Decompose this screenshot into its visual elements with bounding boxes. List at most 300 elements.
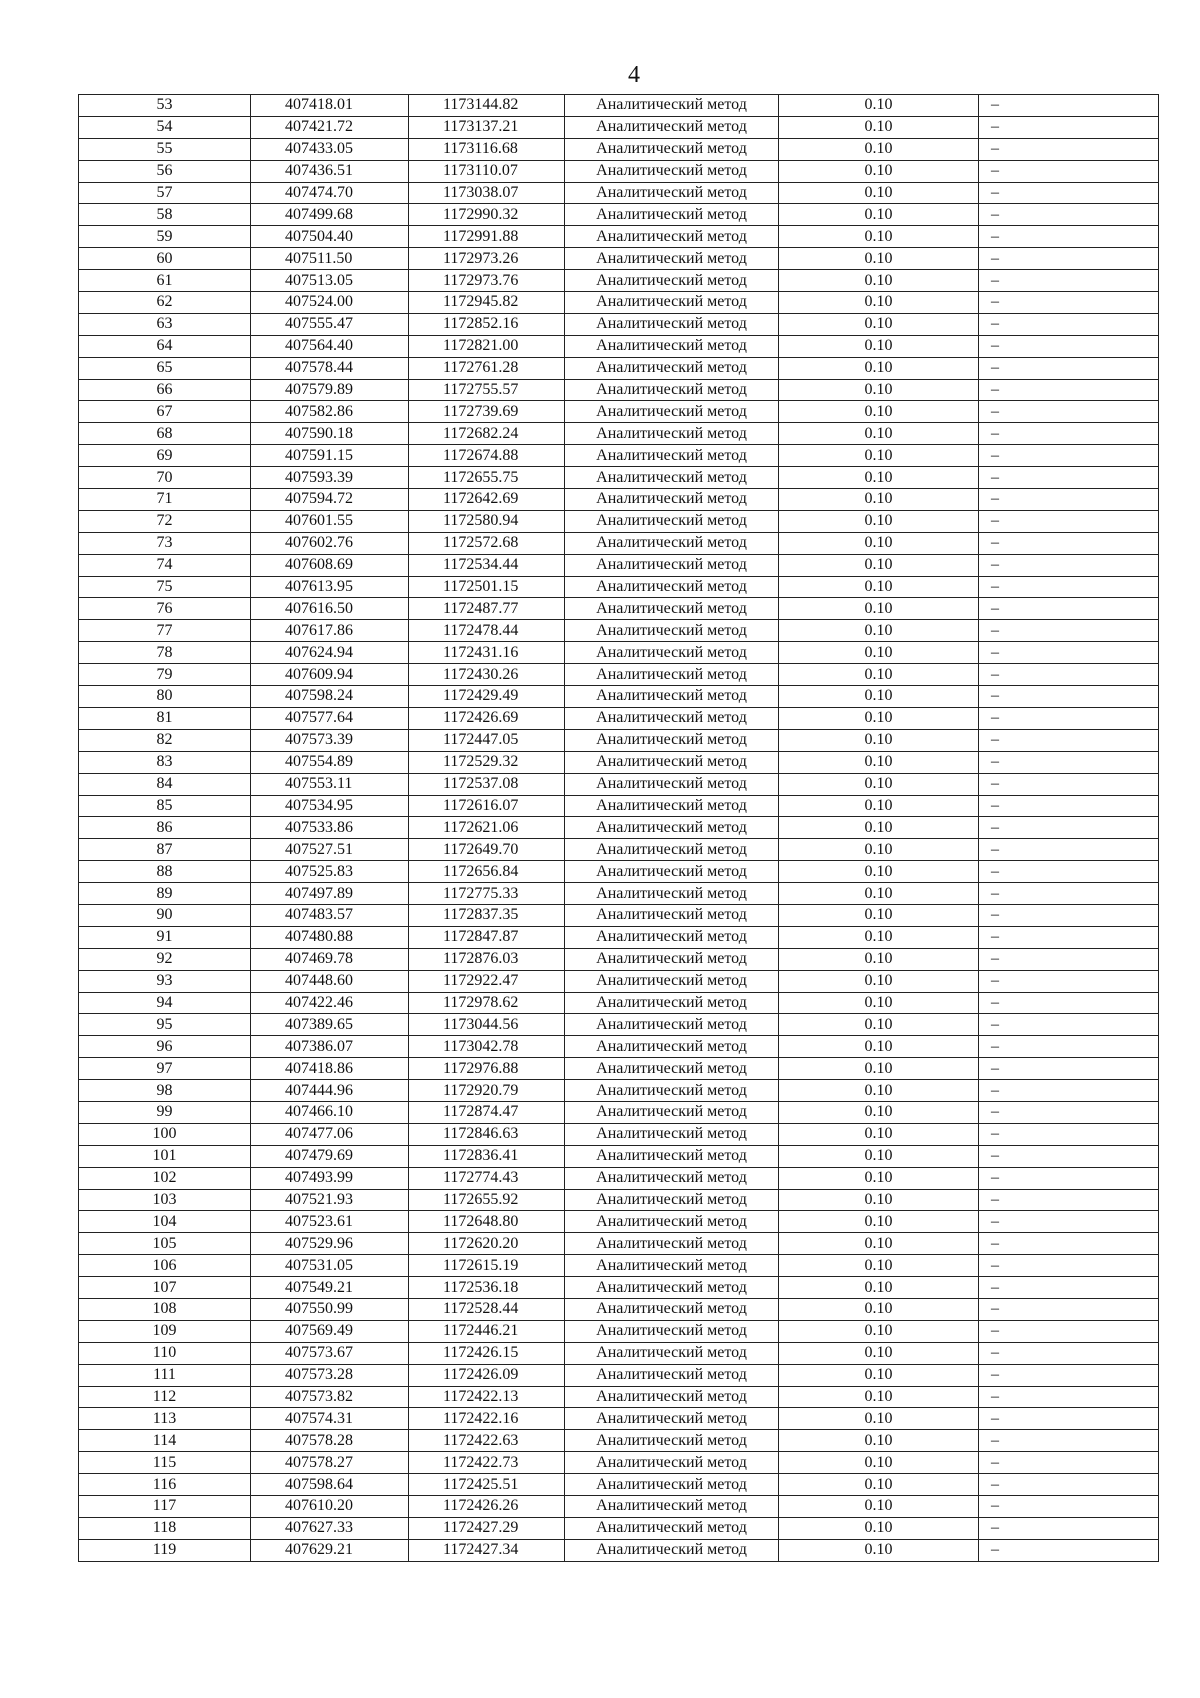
accuracy-value-cell: 0.10	[779, 1277, 979, 1299]
note-cell: –	[979, 489, 1159, 511]
x-coordinate-cell: 407527.51	[251, 839, 409, 861]
point-number-cell: 56	[79, 160, 251, 182]
point-number-cell: 94	[79, 992, 251, 1014]
method-cell: Аналитический метод	[565, 1320, 779, 1342]
y-coordinate-cell: 1172430.26	[409, 664, 565, 686]
accuracy-value-cell: 0.10	[779, 620, 979, 642]
note-cell: –	[979, 1277, 1159, 1299]
accuracy-value-cell: 0.10	[779, 467, 979, 489]
method-cell: Аналитический метод	[565, 270, 779, 292]
note-cell: –	[979, 1189, 1159, 1211]
method-cell: Аналитический метод	[565, 489, 779, 511]
x-coordinate-cell: 407616.50	[251, 598, 409, 620]
method-cell: Аналитический метод	[565, 532, 779, 554]
note-cell: –	[979, 861, 1159, 883]
accuracy-value-cell: 0.10	[779, 1342, 979, 1364]
accuracy-value-cell: 0.10	[779, 1036, 979, 1058]
x-coordinate-cell: 407525.83	[251, 861, 409, 883]
table-row	[79, 642, 1159, 664]
table-row	[79, 138, 1159, 160]
note-cell: –	[979, 95, 1159, 117]
table-row	[79, 1233, 1159, 1255]
y-coordinate-cell: 1173116.68	[409, 138, 565, 160]
y-coordinate-cell: 1172616.07	[409, 795, 565, 817]
table-row	[79, 1277, 1159, 1299]
table-row	[79, 773, 1159, 795]
table-row	[79, 248, 1159, 270]
table-row	[79, 729, 1159, 751]
table-row	[79, 1211, 1159, 1233]
note-cell: –	[979, 904, 1159, 926]
point-number-cell: 115	[79, 1452, 251, 1474]
point-number-cell: 58	[79, 204, 251, 226]
point-number-cell: 107	[79, 1277, 251, 1299]
point-number-cell: 95	[79, 1014, 251, 1036]
x-coordinate-cell: 407598.64	[251, 1474, 409, 1496]
table-row	[79, 598, 1159, 620]
x-coordinate-cell: 407480.88	[251, 926, 409, 948]
method-cell: Аналитический метод	[565, 883, 779, 905]
y-coordinate-cell: 1172501.15	[409, 576, 565, 598]
table-row	[79, 948, 1159, 970]
method-cell: Аналитический метод	[565, 554, 779, 576]
point-number-cell: 100	[79, 1123, 251, 1145]
note-cell: –	[979, 1408, 1159, 1430]
note-cell: –	[979, 1101, 1159, 1123]
table-row	[79, 182, 1159, 204]
x-coordinate-cell: 407531.05	[251, 1255, 409, 1277]
y-coordinate-cell: 1172642.69	[409, 489, 565, 511]
accuracy-value-cell: 0.10	[779, 1298, 979, 1320]
point-number-cell: 113	[79, 1408, 251, 1430]
accuracy-value-cell: 0.10	[779, 1080, 979, 1102]
point-number-cell: 116	[79, 1474, 251, 1496]
method-cell: Аналитический метод	[565, 707, 779, 729]
note-cell: –	[979, 1058, 1159, 1080]
point-number-cell: 91	[79, 926, 251, 948]
accuracy-value-cell: 0.10	[779, 445, 979, 467]
point-number-cell: 75	[79, 576, 251, 598]
accuracy-value-cell: 0.10	[779, 970, 979, 992]
method-cell: Аналитический метод	[565, 1211, 779, 1233]
note-cell: –	[979, 248, 1159, 270]
x-coordinate-cell: 407433.05	[251, 138, 409, 160]
method-cell: Аналитический метод	[565, 686, 779, 708]
note-cell: –	[979, 1036, 1159, 1058]
note-cell: –	[979, 1145, 1159, 1167]
point-number-cell: 67	[79, 401, 251, 423]
table-row	[79, 817, 1159, 839]
coordinates-table	[78, 94, 1159, 1562]
y-coordinate-cell: 1172426.09	[409, 1364, 565, 1386]
method-cell: Аналитический метод	[565, 576, 779, 598]
method-cell: Аналитический метод	[565, 467, 779, 489]
y-coordinate-cell: 1172621.06	[409, 817, 565, 839]
method-cell: Аналитический метод	[565, 401, 779, 423]
x-coordinate-cell: 407629.21	[251, 1539, 409, 1561]
note-cell: –	[979, 1452, 1159, 1474]
x-coordinate-cell: 407524.00	[251, 292, 409, 314]
method-cell: Аналитический метод	[565, 1496, 779, 1518]
accuracy-value-cell: 0.10	[779, 1386, 979, 1408]
y-coordinate-cell: 1172847.87	[409, 926, 565, 948]
x-coordinate-cell: 407602.76	[251, 532, 409, 554]
accuracy-value-cell: 0.10	[779, 1408, 979, 1430]
point-number-cell: 96	[79, 1036, 251, 1058]
note-cell: –	[979, 292, 1159, 314]
method-cell: Аналитический метод	[565, 248, 779, 270]
y-coordinate-cell: 1172922.47	[409, 970, 565, 992]
table-row	[79, 270, 1159, 292]
method-cell: Аналитический метод	[565, 1255, 779, 1277]
point-number-cell: 70	[79, 467, 251, 489]
note-cell: –	[979, 839, 1159, 861]
point-number-cell: 86	[79, 817, 251, 839]
note-cell: –	[979, 1386, 1159, 1408]
x-coordinate-cell: 407593.39	[251, 467, 409, 489]
method-cell: Аналитический метод	[565, 839, 779, 861]
point-number-cell: 85	[79, 795, 251, 817]
note-cell: –	[979, 926, 1159, 948]
table-row	[79, 1452, 1159, 1474]
method-cell: Аналитический метод	[565, 795, 779, 817]
method-cell: Аналитический метод	[565, 1101, 779, 1123]
note-cell: –	[979, 1014, 1159, 1036]
method-cell: Аналитический метод	[565, 445, 779, 467]
accuracy-value-cell: 0.10	[779, 554, 979, 576]
point-number-cell: 106	[79, 1255, 251, 1277]
x-coordinate-cell: 407578.27	[251, 1452, 409, 1474]
table-row	[79, 554, 1159, 576]
x-coordinate-cell: 407598.24	[251, 686, 409, 708]
point-number-cell: 93	[79, 970, 251, 992]
y-coordinate-cell: 1173110.07	[409, 160, 565, 182]
point-number-cell: 64	[79, 335, 251, 357]
x-coordinate-cell: 407573.82	[251, 1386, 409, 1408]
note-cell: –	[979, 1255, 1159, 1277]
method-cell: Аналитический метод	[565, 1080, 779, 1102]
y-coordinate-cell: 1172755.57	[409, 379, 565, 401]
x-coordinate-cell: 407627.33	[251, 1517, 409, 1539]
note-cell: –	[979, 883, 1159, 905]
table-row	[79, 1123, 1159, 1145]
y-coordinate-cell: 1172528.44	[409, 1298, 565, 1320]
method-cell: Аналитический метод	[565, 1167, 779, 1189]
table-row	[79, 904, 1159, 926]
point-number-cell: 54	[79, 116, 251, 138]
table-row	[79, 357, 1159, 379]
accuracy-value-cell: 0.10	[779, 204, 979, 226]
accuracy-value-cell: 0.10	[779, 795, 979, 817]
point-number-cell: 63	[79, 313, 251, 335]
accuracy-value-cell: 0.10	[779, 1101, 979, 1123]
method-cell: Аналитический метод	[565, 1364, 779, 1386]
x-coordinate-cell: 407578.28	[251, 1430, 409, 1452]
x-coordinate-cell: 407579.89	[251, 379, 409, 401]
note-cell: –	[979, 817, 1159, 839]
table-row	[79, 839, 1159, 861]
method-cell: Аналитический метод	[565, 95, 779, 117]
method-cell: Аналитический метод	[565, 1452, 779, 1474]
point-number-cell: 77	[79, 620, 251, 642]
method-cell: Аналитический метод	[565, 423, 779, 445]
method-cell: Аналитический метод	[565, 1189, 779, 1211]
table-row	[79, 1255, 1159, 1277]
accuracy-value-cell: 0.10	[779, 292, 979, 314]
method-cell: Аналитический метод	[565, 751, 779, 773]
table-row	[79, 204, 1159, 226]
note-cell: –	[979, 576, 1159, 598]
x-coordinate-cell: 407577.64	[251, 707, 409, 729]
y-coordinate-cell: 1172446.21	[409, 1320, 565, 1342]
note-cell: –	[979, 138, 1159, 160]
table-row	[79, 620, 1159, 642]
table-row	[79, 1036, 1159, 1058]
method-cell: Аналитический метод	[565, 1036, 779, 1058]
x-coordinate-cell: 407497.89	[251, 883, 409, 905]
accuracy-value-cell: 0.10	[779, 883, 979, 905]
point-number-cell: 117	[79, 1496, 251, 1518]
x-coordinate-cell: 407418.01	[251, 95, 409, 117]
y-coordinate-cell: 1172649.70	[409, 839, 565, 861]
y-coordinate-cell: 1172739.69	[409, 401, 565, 423]
y-coordinate-cell: 1173038.07	[409, 182, 565, 204]
method-cell: Аналитический метод	[565, 817, 779, 839]
method-cell: Аналитический метод	[565, 1145, 779, 1167]
y-coordinate-cell: 1172991.88	[409, 226, 565, 248]
table-row	[79, 116, 1159, 138]
table-row	[79, 160, 1159, 182]
x-coordinate-cell: 407617.86	[251, 620, 409, 642]
method-cell: Аналитический метод	[565, 138, 779, 160]
accuracy-value-cell: 0.10	[779, 1496, 979, 1518]
note-cell: –	[979, 357, 1159, 379]
table-row	[79, 686, 1159, 708]
x-coordinate-cell: 407601.55	[251, 510, 409, 532]
y-coordinate-cell: 1172422.16	[409, 1408, 565, 1430]
method-cell: Аналитический метод	[565, 1430, 779, 1452]
point-number-cell: 61	[79, 270, 251, 292]
method-cell: Аналитический метод	[565, 160, 779, 182]
y-coordinate-cell: 1173144.82	[409, 95, 565, 117]
method-cell: Аналитический метод	[565, 598, 779, 620]
method-cell: Аналитический метод	[565, 620, 779, 642]
x-coordinate-cell: 407504.40	[251, 226, 409, 248]
note-cell: –	[979, 532, 1159, 554]
y-coordinate-cell: 1172973.76	[409, 270, 565, 292]
y-coordinate-cell: 1172422.73	[409, 1452, 565, 1474]
accuracy-value-cell: 0.10	[779, 576, 979, 598]
note-cell: –	[979, 773, 1159, 795]
accuracy-value-cell: 0.10	[779, 116, 979, 138]
method-cell: Аналитический метод	[565, 335, 779, 357]
method-cell: Аналитический метод	[565, 1474, 779, 1496]
table-row	[79, 1496, 1159, 1518]
table-row	[79, 795, 1159, 817]
accuracy-value-cell: 0.10	[779, 751, 979, 773]
accuracy-value-cell: 0.10	[779, 729, 979, 751]
table-row	[79, 401, 1159, 423]
method-cell: Аналитический метод	[565, 664, 779, 686]
accuracy-value-cell: 0.10	[779, 95, 979, 117]
point-number-cell: 89	[79, 883, 251, 905]
x-coordinate-cell: 407594.72	[251, 489, 409, 511]
point-number-cell: 73	[79, 532, 251, 554]
table-row	[79, 970, 1159, 992]
x-coordinate-cell: 407422.46	[251, 992, 409, 1014]
x-coordinate-cell: 407609.94	[251, 664, 409, 686]
accuracy-value-cell: 0.10	[779, 1517, 979, 1539]
note-cell: –	[979, 116, 1159, 138]
table-row	[79, 1189, 1159, 1211]
point-number-cell: 65	[79, 357, 251, 379]
table-row	[79, 489, 1159, 511]
note-cell: –	[979, 664, 1159, 686]
table-row	[79, 1058, 1159, 1080]
y-coordinate-cell: 1172655.92	[409, 1189, 565, 1211]
y-coordinate-cell: 1173042.78	[409, 1036, 565, 1058]
note-cell: –	[979, 642, 1159, 664]
y-coordinate-cell: 1172656.84	[409, 861, 565, 883]
note-cell: –	[979, 1342, 1159, 1364]
x-coordinate-cell: 407523.61	[251, 1211, 409, 1233]
table-row	[79, 335, 1159, 357]
method-cell: Аналитический метод	[565, 1298, 779, 1320]
point-number-cell: 69	[79, 445, 251, 467]
x-coordinate-cell: 407573.39	[251, 729, 409, 751]
table-row	[79, 1474, 1159, 1496]
accuracy-value-cell: 0.10	[779, 510, 979, 532]
method-cell: Аналитический метод	[565, 510, 779, 532]
point-number-cell: 92	[79, 948, 251, 970]
page-number: 4	[628, 62, 640, 88]
accuracy-value-cell: 0.10	[779, 839, 979, 861]
point-number-cell: 98	[79, 1080, 251, 1102]
method-cell: Аналитический метод	[565, 116, 779, 138]
method-cell: Аналитический метод	[565, 1233, 779, 1255]
note-cell: –	[979, 970, 1159, 992]
note-cell: –	[979, 620, 1159, 642]
y-coordinate-cell: 1172655.75	[409, 467, 565, 489]
note-cell: –	[979, 445, 1159, 467]
note-cell: –	[979, 751, 1159, 773]
point-number-cell: 103	[79, 1189, 251, 1211]
accuracy-value-cell: 0.10	[779, 160, 979, 182]
method-cell: Аналитический метод	[565, 1014, 779, 1036]
x-coordinate-cell: 407513.05	[251, 270, 409, 292]
point-number-cell: 57	[79, 182, 251, 204]
table-row	[79, 1430, 1159, 1452]
point-number-cell: 55	[79, 138, 251, 160]
note-cell: –	[979, 1320, 1159, 1342]
accuracy-value-cell: 0.10	[779, 423, 979, 445]
method-cell: Аналитический метод	[565, 182, 779, 204]
y-coordinate-cell: 1172648.80	[409, 1211, 565, 1233]
method-cell: Аналитический метод	[565, 1123, 779, 1145]
x-coordinate-cell: 407466.10	[251, 1101, 409, 1123]
x-coordinate-cell: 407444.96	[251, 1080, 409, 1102]
y-coordinate-cell: 1172426.15	[409, 1342, 565, 1364]
accuracy-value-cell: 0.10	[779, 1189, 979, 1211]
accuracy-value-cell: 0.10	[779, 817, 979, 839]
x-coordinate-cell: 407421.72	[251, 116, 409, 138]
note-cell: –	[979, 1211, 1159, 1233]
method-cell: Аналитический метод	[565, 773, 779, 795]
table-row	[79, 664, 1159, 686]
accuracy-value-cell: 0.10	[779, 401, 979, 423]
accuracy-value-cell: 0.10	[779, 992, 979, 1014]
accuracy-value-cell: 0.10	[779, 642, 979, 664]
note-cell: –	[979, 1298, 1159, 1320]
y-coordinate-cell: 1172580.94	[409, 510, 565, 532]
point-number-cell: 111	[79, 1364, 251, 1386]
x-coordinate-cell: 407573.67	[251, 1342, 409, 1364]
y-coordinate-cell: 1172422.63	[409, 1430, 565, 1452]
table-row	[79, 95, 1159, 117]
method-cell: Аналитический метод	[565, 357, 779, 379]
x-coordinate-cell: 407573.28	[251, 1364, 409, 1386]
table-row	[79, 1517, 1159, 1539]
table-row	[79, 313, 1159, 335]
x-coordinate-cell: 407574.31	[251, 1408, 409, 1430]
point-number-cell: 83	[79, 751, 251, 773]
table-row	[79, 1014, 1159, 1036]
accuracy-value-cell: 0.10	[779, 226, 979, 248]
note-cell: –	[979, 1080, 1159, 1102]
y-coordinate-cell: 1173044.56	[409, 1014, 565, 1036]
table-row	[79, 707, 1159, 729]
table-row	[79, 532, 1159, 554]
note-cell: –	[979, 1474, 1159, 1496]
point-number-cell: 68	[79, 423, 251, 445]
y-coordinate-cell: 1172572.68	[409, 532, 565, 554]
accuracy-value-cell: 0.10	[779, 1430, 979, 1452]
note-cell: –	[979, 1496, 1159, 1518]
x-coordinate-cell: 407553.11	[251, 773, 409, 795]
x-coordinate-cell: 407511.50	[251, 248, 409, 270]
y-coordinate-cell: 1172990.32	[409, 204, 565, 226]
x-coordinate-cell: 407554.89	[251, 751, 409, 773]
note-cell: –	[979, 1364, 1159, 1386]
point-number-cell: 66	[79, 379, 251, 401]
note-cell: –	[979, 182, 1159, 204]
x-coordinate-cell: 407529.96	[251, 1233, 409, 1255]
x-coordinate-cell: 407479.69	[251, 1145, 409, 1167]
method-cell: Аналитический метод	[565, 313, 779, 335]
y-coordinate-cell: 1172874.47	[409, 1101, 565, 1123]
point-number-cell: 81	[79, 707, 251, 729]
accuracy-value-cell: 0.10	[779, 686, 979, 708]
point-number-cell: 84	[79, 773, 251, 795]
point-number-cell: 112	[79, 1386, 251, 1408]
y-coordinate-cell: 1172876.03	[409, 948, 565, 970]
point-number-cell: 119	[79, 1539, 251, 1561]
point-number-cell: 87	[79, 839, 251, 861]
point-number-cell: 72	[79, 510, 251, 532]
table-row	[79, 510, 1159, 532]
x-coordinate-cell: 407533.86	[251, 817, 409, 839]
y-coordinate-cell: 1172945.82	[409, 292, 565, 314]
point-number-cell: 97	[79, 1058, 251, 1080]
table-row	[79, 379, 1159, 401]
table-row	[79, 292, 1159, 314]
table-row	[79, 1145, 1159, 1167]
accuracy-value-cell: 0.10	[779, 335, 979, 357]
x-coordinate-cell: 407564.40	[251, 335, 409, 357]
accuracy-value-cell: 0.10	[779, 1255, 979, 1277]
table-row	[79, 1539, 1159, 1561]
y-coordinate-cell: 1172431.16	[409, 642, 565, 664]
